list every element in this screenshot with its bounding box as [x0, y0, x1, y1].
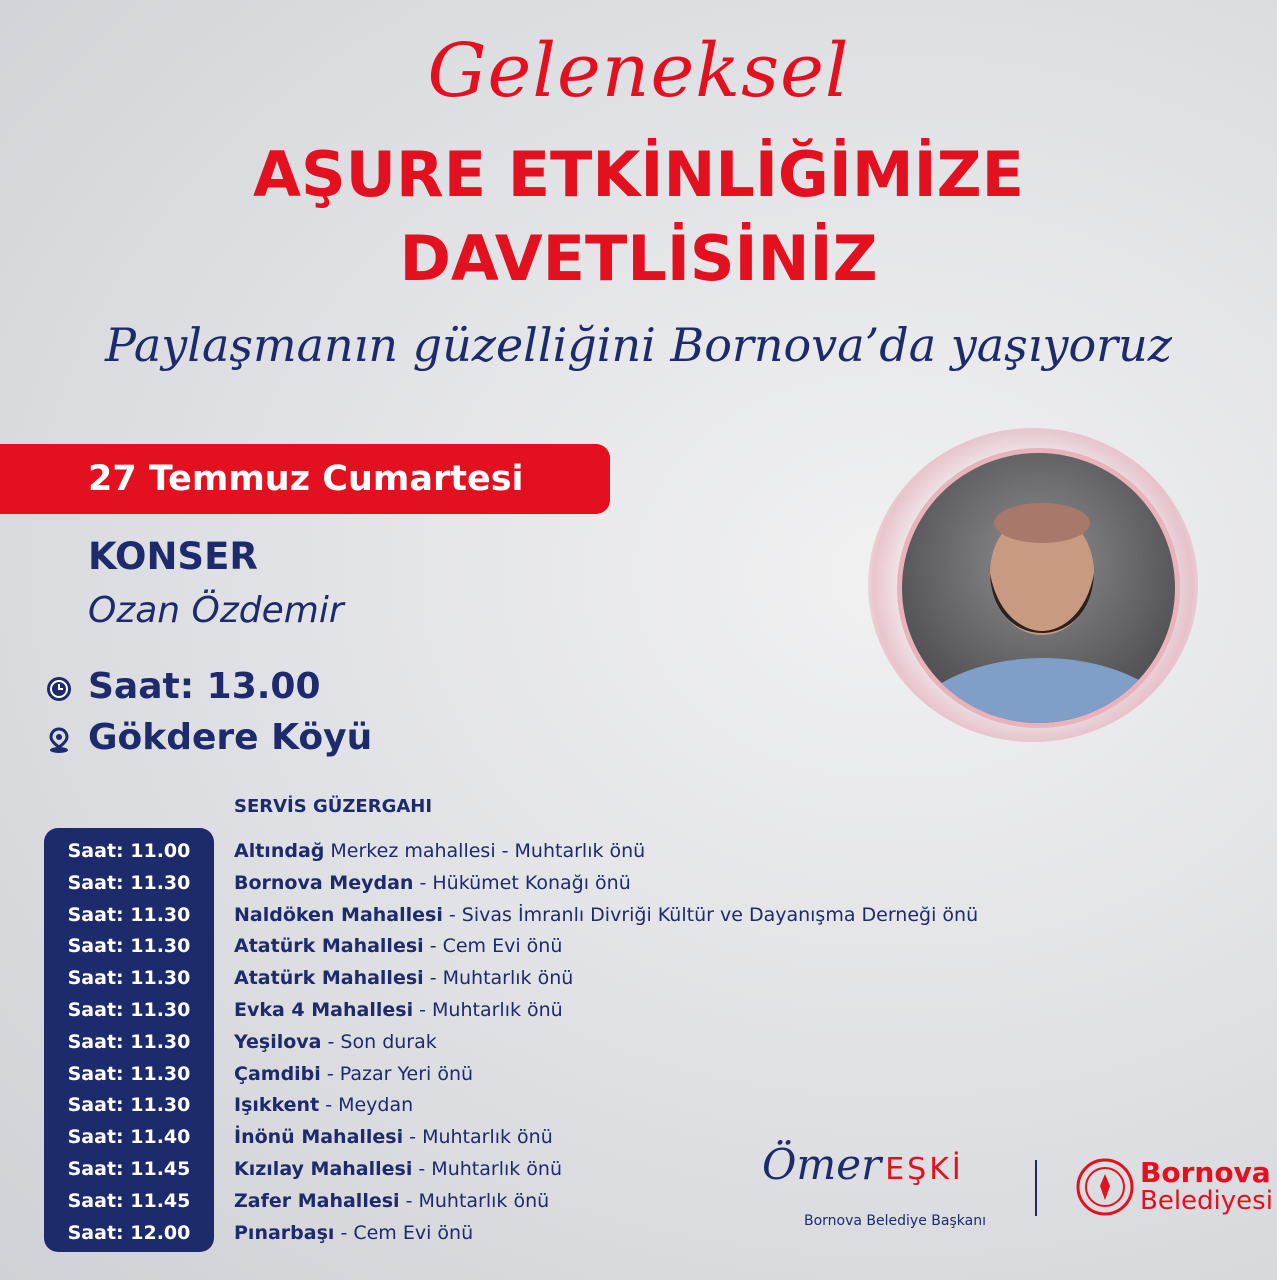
- route-time: Saat: 11.00: [67, 840, 191, 862]
- mayor-signature: [762, 1140, 1002, 1210]
- footer-divider: [1035, 1160, 1037, 1216]
- event-time: Saat: 13.00: [88, 666, 321, 707]
- script-title: Geleneksel: [427, 28, 850, 114]
- route-place: Naldöken Mahallesi: [234, 903, 443, 926]
- route-detail: - Muhtarlık önü: [412, 1157, 562, 1180]
- route-time: Saat: 11.45: [67, 1189, 191, 1212]
- route-place: Atatürk Mahallesi: [234, 935, 424, 958]
- route-place: Pınarbaşı: [234, 1221, 335, 1244]
- route-place: Kızılay Mahallesi: [234, 1157, 413, 1180]
- route-place: Evka 4 Mahallesi: [234, 998, 414, 1021]
- route-title: SERVİS GÜZERGAHI: [234, 796, 433, 817]
- route-detail: - Cem Evi önü: [334, 1221, 474, 1244]
- municipality-name-line2: Belediyesi: [1140, 1186, 1273, 1216]
- route-place: Zafer Mahallesi: [234, 1189, 400, 1212]
- route-time: Saat: 11.30: [67, 967, 191, 990]
- route-time: Saat: 11.30: [67, 1062, 191, 1085]
- list-item: [234, 1027, 978, 1059]
- route-detail: - Pazar Yeri önü: [320, 1062, 474, 1085]
- municipality-emblem-icon: [1076, 1158, 1134, 1216]
- concert-label: KONSER: [88, 535, 258, 578]
- route-place: Yeşilova: [234, 1030, 322, 1053]
- mayor-role: Bornova Belediye Başkanı: [804, 1213, 986, 1229]
- list-item: [234, 1059, 978, 1091]
- route-time: Saat: 11.30: [67, 1094, 191, 1117]
- route-time: Saat: 11.40: [67, 1126, 191, 1149]
- event-time-row: [44, 666, 321, 707]
- route-detail: - Son durak: [321, 1030, 437, 1053]
- list-item: [234, 900, 978, 932]
- route-time: Saat: 11.30: [67, 871, 191, 894]
- route-time: Saat: 11.45: [67, 1157, 191, 1180]
- signature-first-name: Ömer: [762, 1140, 882, 1189]
- list-item: [234, 931, 978, 963]
- clock-icon: [44, 672, 74, 702]
- event-place: Gökdere Köyü: [88, 717, 373, 758]
- route-detail: - Muhtarlık önü: [403, 1126, 553, 1149]
- route-detail: - Sivas İmranlı Divriği Kültür ve Dayanışma Derneği önü: [442, 903, 979, 926]
- list-item: [234, 868, 978, 900]
- artist-name: Ozan Özdemir: [88, 590, 344, 631]
- route-detail: - Cem Evi önü: [423, 935, 563, 958]
- route-place: Altındağ: [234, 840, 325, 862]
- list-item: [234, 836, 978, 868]
- list-item: [234, 995, 978, 1027]
- route-detail: - Muhtarlık önü: [413, 998, 563, 1021]
- list-item: [234, 1090, 978, 1122]
- route-detail: - Hükümet Konağı önü: [413, 871, 631, 894]
- signature-last-name: EŞKİ: [885, 1152, 964, 1187]
- route-time: Saat: 12.00: [67, 1221, 191, 1244]
- route-place: Atatürk Mahallesi: [234, 967, 424, 990]
- route-time: Saat: 11.30: [67, 903, 191, 926]
- route-detail: - Muhtarlık önü: [423, 967, 574, 990]
- title-line-2: DAVETLİSİNİZ: [399, 222, 878, 295]
- list-item: [234, 963, 978, 995]
- route-time: Saat: 11.30: [67, 935, 191, 958]
- route-place: İnönü Mahallesi: [234, 1126, 404, 1149]
- route-detail: - Muhtarlık önü: [399, 1189, 550, 1212]
- route-detail: - Meydan: [319, 1094, 414, 1117]
- municipality-name-line1: Bornova: [1140, 1156, 1271, 1189]
- date-banner: 27 Temmuz Cumartesi: [0, 444, 610, 514]
- route-place: Çamdibi: [234, 1062, 321, 1085]
- artist-portrait: [897, 448, 1180, 728]
- route-place: Bornova Meydan: [234, 871, 414, 894]
- route-detail: Merkez mahallesi - Muhtarlık önü: [324, 840, 646, 862]
- event-place-row: [44, 717, 372, 758]
- route-place: Işıkkent: [234, 1094, 320, 1117]
- subtitle: Paylaşmanın güzelliğini Bornova’da yaşıyoruz: [104, 318, 1173, 372]
- route-times-panel: [44, 828, 214, 1252]
- title-line-1: AŞURE ETKİNLİĞİMİZE: [253, 138, 1024, 211]
- route-time: Saat: 11.30: [67, 1030, 191, 1053]
- location-pin-icon: [44, 723, 74, 753]
- route-time: Saat: 11.30: [67, 998, 191, 1021]
